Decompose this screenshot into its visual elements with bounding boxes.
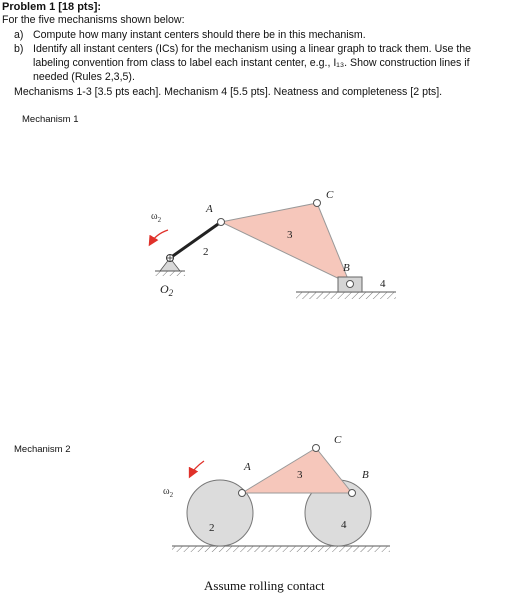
joint-b-label: B bbox=[343, 262, 350, 274]
link-3-label: 3 bbox=[287, 229, 293, 241]
link-4-label: 4 bbox=[380, 278, 386, 290]
points-breakdown: Mechanisms 1-3 [3.5 pts each]. Mechanism 4 [5.5 pts]. Neatness and completeness [2 pts]. bbox=[14, 86, 443, 98]
link-4-label-m2: 4 bbox=[341, 519, 347, 531]
part-a-text: Compute how many instant centers should there be in this mechanism. bbox=[33, 29, 366, 41]
joint-b-label-m2: B bbox=[362, 469, 369, 481]
pivot-o2-label: $O_2$ bbox=[160, 282, 174, 298]
omega-label-m2: $\omega_2$ bbox=[163, 486, 174, 499]
pivot-ground-hatch bbox=[155, 271, 185, 276]
part-a-marker: a) bbox=[14, 29, 24, 41]
joint-a-pin bbox=[218, 219, 225, 226]
mechanism-1-diagram bbox=[150, 189, 396, 299]
omega-arrow-m2 bbox=[190, 461, 204, 476]
part-b-marker: b) bbox=[14, 43, 24, 55]
link-2-label: 2 bbox=[203, 246, 209, 258]
part-b-line-3: needed (Rules 2,3,5). bbox=[33, 71, 135, 83]
mechanism-2-label: Mechanism 2 bbox=[14, 444, 71, 455]
problem-intro: For the five mechanisms shown below: bbox=[2, 14, 185, 26]
ground-hatch bbox=[296, 292, 396, 299]
omega-label: $\omega_2$ bbox=[151, 211, 162, 224]
joint-b-pin bbox=[347, 281, 354, 288]
joint-c-pin bbox=[314, 200, 321, 207]
joint-a-label: A bbox=[206, 203, 213, 215]
crank-link-2 bbox=[170, 222, 221, 258]
joint-b-pin-m2 bbox=[349, 490, 356, 497]
mechanism-1-label: Mechanism 1 bbox=[22, 114, 79, 125]
omega-arrow bbox=[150, 230, 168, 244]
joint-c-pin-m2 bbox=[313, 445, 320, 452]
rolling-contact-caption: Assume rolling contact bbox=[204, 578, 325, 593]
joint-a-pin-m2 bbox=[239, 490, 246, 497]
joint-c-label: C bbox=[326, 189, 334, 201]
problem-title: Problem 1 [18 pts]: bbox=[2, 1, 102, 13]
coupler-link-3 bbox=[221, 203, 350, 284]
link-2-label-m2: 2 bbox=[209, 522, 215, 534]
part-b-line-1: Identify all instant centers (ICs) for the mechanism using a linear graph to track them. Use the bbox=[33, 43, 472, 55]
ground-hatch-2 bbox=[172, 546, 390, 552]
mechanism-2-diagram bbox=[163, 434, 390, 552]
part-b-line-2: labeling convention from class to label each instant center, e.g., I₁₃. Show construction lines if bbox=[33, 57, 470, 69]
joint-a-label-m2: A bbox=[244, 461, 251, 473]
link-3-label-m2: 3 bbox=[297, 469, 303, 481]
joint-c-label-m2: C bbox=[334, 434, 342, 446]
